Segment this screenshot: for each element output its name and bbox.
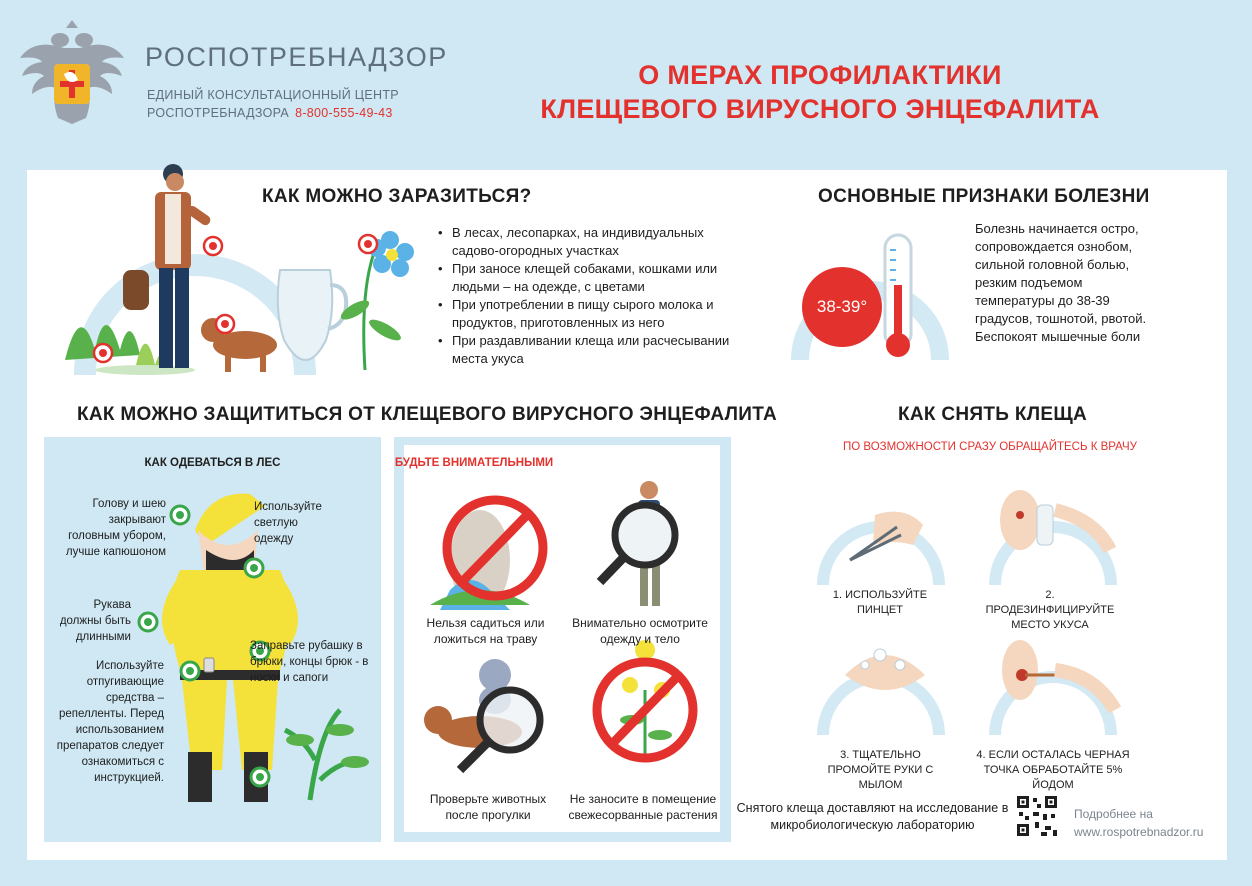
website-link[interactable]: www.rospotrebnadzor.ru — [1074, 825, 1204, 839]
remove-step-2: 2. ПРОДЕЗИНФИЦИРУЙТЕ МЕСТО УКУСА — [985, 589, 1115, 631]
infection-heading: КАК МОЖНО ЗАРАЗИТЬСЯ? — [262, 186, 532, 207]
dress-heading: КАК ОДЕВАТЬСЯ В ЛЕС — [144, 457, 281, 469]
remove-step-1: 1. ИСПОЛЬЗУЙТЕ ПИНЦЕТ — [832, 589, 928, 616]
attention-inspect-text: Внимательно осмотрите одежду и тело — [572, 616, 708, 646]
attention-plants-text: Не заносите в помещение свежесорванные растения — [568, 792, 718, 822]
see-doctor-text: ПО ВОЗМОЖНОСТИ СРАЗУ ОБРАЩАЙТЕСЬ К ВРАЧУ — [843, 441, 1137, 453]
title-line2: КЛЕЩЕВОГО ВИРУСНОГО ЭНЦЕФАЛИТА — [540, 94, 1100, 124]
infection-item-crush: • При раздавливании клеща или расчесывании места укуса — [438, 332, 738, 368]
dress-sleeves-text: Рукава должны быть длинными — [59, 599, 131, 643]
lab-note: Снятого клеща доставляют на исследование в микробиологическую лабораторию — [736, 801, 1009, 832]
org-name: РОСПОТРЕБНАДЗОР — [145, 42, 448, 72]
attention-sit-text: Нельзя садиться или ложиться на траву — [426, 616, 545, 646]
consult-center — [147, 86, 399, 122]
remove-step-3: 3. ТЩАТЕЛЬНО ПРОМОЙТЕ РУКИ С МЫЛОМ — [827, 749, 934, 791]
dress-head-text: Голову и шею закрывают головным убором, лучше капюшоном — [65, 498, 166, 558]
emblem-logo — [16, 12, 128, 136]
temperature-value: 38-39° — [816, 297, 868, 316]
title-line1: О МЕРАХ ПРОФИЛАКТИКИ — [638, 60, 1002, 90]
thermometer-illustration — [790, 225, 960, 365]
more-info — [1074, 805, 1203, 841]
consult-center-line1: ЕДИНЫЙ КОНСУЛЬТАЦИОННЫЙ ЦЕНТР — [147, 88, 399, 102]
infection-item-pets: • При заносе клещей собаками, кошками или людьми – на одежде, с цветами — [438, 260, 738, 296]
infection-list — [438, 224, 738, 368]
qr-code-icon[interactable] — [1015, 794, 1059, 838]
attention-heading: БУДЬТЕ ВНИМАТЕЛЬНЫМИ — [394, 457, 554, 469]
remove-heading: КАК СНЯТЬ КЛЕЩА — [898, 404, 1088, 425]
infection-item-forest: • В лесах, лесопарках, на индивидуальных садово-огородных участках — [438, 224, 738, 260]
sleeves-marker — [137, 611, 159, 633]
remove-step-4: 4. ЕСЛИ ОСТАЛАСЬ ЧЕРНАЯ ТОЧКА ОБРАБОТАЙТЕ 5% ЙОДОМ — [976, 749, 1130, 791]
protect-heading: КАК МОЖНО ЗАЩИТИТЬСЯ ОТ КЛЕЩЕВОГО ВИРУСНОГО ЭНЦЕФАЛИТА — [77, 404, 777, 425]
dress-tuck-text: Заправьте рубашку в брюки, концы брюк - в носки и сапоги — [250, 640, 369, 684]
dress-repellent-text: Используйте отпугивающие средства – репелленты. Перед использованием препаратов следует ознакомиться с инструкцией. — [56, 660, 164, 784]
symptoms-text: Болезнь начинается остро, сопровождается ознобом, сильной головной болью, резким подъемом температуры до 38-39 градусов, тошнотой, рвотой. Беспокоят мышечные боли — [975, 221, 1147, 344]
symptoms-heading: ОСНОВНЫЕ ПРИЗНАКИ БОЛЕЗНИ — [818, 186, 1150, 207]
consult-center-line2: РОСПОТРЕБНАДЗОРА — [147, 106, 290, 120]
dress-light-text: Используйте светлую одежду — [254, 501, 322, 545]
hotline-phone[interactable]: 8-800-555-49-43 — [295, 106, 393, 120]
more-info-label: Подробнее на — [1074, 807, 1153, 821]
infection-item-milk: • При употреблении в пищу сырого молока и продуктов, приготовленных из него — [438, 296, 738, 332]
attention-pets-text: Проверьте животных после прогулки — [429, 792, 547, 822]
poster-title — [520, 58, 1120, 126]
